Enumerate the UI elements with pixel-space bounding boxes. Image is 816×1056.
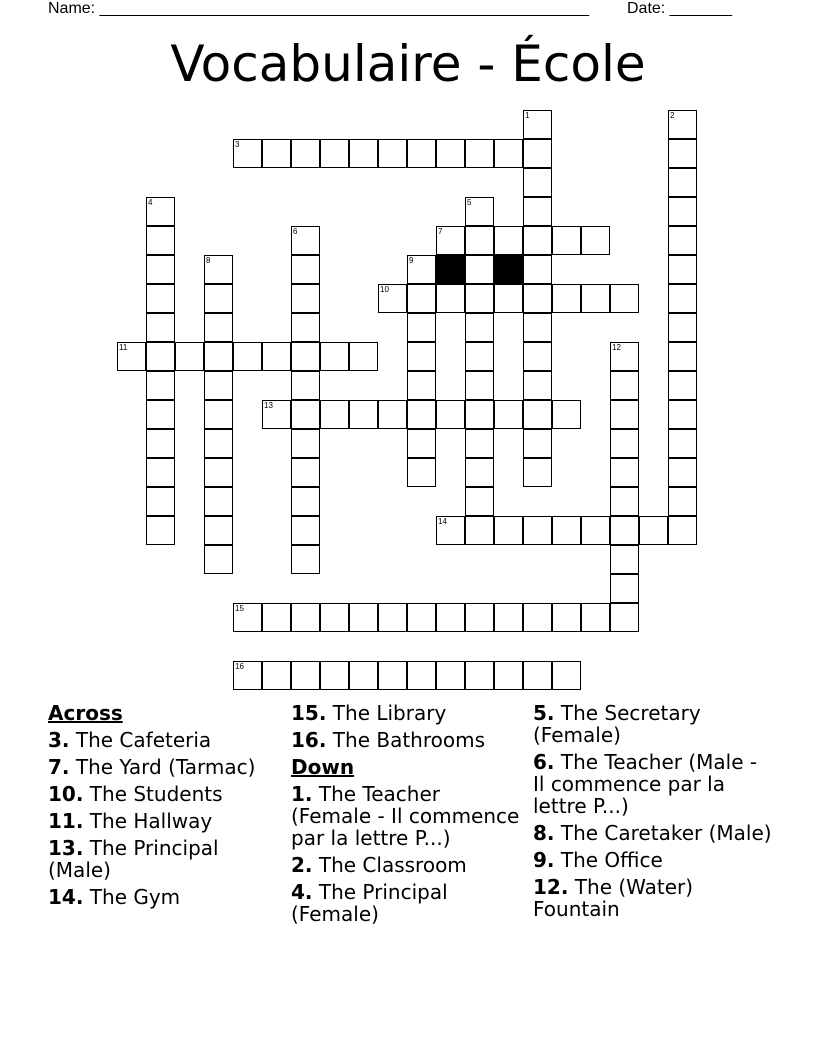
grid-cell[interactable]	[494, 661, 523, 690]
grid-cell[interactable]	[552, 603, 581, 632]
grid-cell[interactable]	[465, 284, 494, 313]
grid-cell[interactable]	[494, 139, 523, 168]
grid-cell[interactable]	[291, 661, 320, 690]
grid-cell[interactable]	[523, 458, 552, 487]
grid-cell[interactable]	[523, 197, 552, 226]
grid-cell[interactable]	[465, 255, 494, 284]
grid-cell[interactable]	[668, 139, 697, 168]
grid-cell[interactable]	[204, 284, 233, 313]
grid-cell[interactable]	[407, 603, 436, 632]
grid-cell[interactable]	[465, 197, 494, 226]
grid-cell[interactable]	[610, 458, 639, 487]
grid-cell[interactable]	[146, 429, 175, 458]
clue-down-2: 2. The Classroom	[291, 853, 467, 877]
grid-cell[interactable]	[523, 661, 552, 690]
grid-cell[interactable]	[146, 516, 175, 545]
grid-cell[interactable]	[378, 284, 407, 313]
grid-cell[interactable]	[291, 139, 320, 168]
grid-cell[interactable]	[494, 284, 523, 313]
grid-cell[interactable]	[262, 139, 291, 168]
grid-cell[interactable]	[668, 197, 697, 226]
cell-number: 16	[235, 662, 244, 671]
grid-cell[interactable]	[610, 429, 639, 458]
grid-cell[interactable]	[610, 400, 639, 429]
grid-cell[interactable]	[581, 516, 610, 545]
grid-cell[interactable]	[407, 458, 436, 487]
grid-cell[interactable]	[291, 400, 320, 429]
grid-cell[interactable]	[668, 516, 697, 545]
clue-down-9: 9. The Office	[533, 848, 663, 872]
cell-number: 1	[525, 111, 530, 120]
clue-across-10: 10. The Students	[48, 782, 223, 806]
grid-cell[interactable]	[320, 603, 349, 632]
grid-cell[interactable]	[291, 603, 320, 632]
grid-cell[interactable]	[465, 139, 494, 168]
grid-cell[interactable]	[668, 168, 697, 197]
grid-cell[interactable]	[465, 400, 494, 429]
grid-cell[interactable]	[523, 313, 552, 342]
grid-cell[interactable]	[262, 661, 291, 690]
grid-cell[interactable]	[668, 371, 697, 400]
clue-down-4: 4. The Principal (Female)	[291, 880, 448, 926]
grid-cell[interactable]	[204, 342, 233, 371]
grid-cell[interactable]	[378, 603, 407, 632]
grid-cell[interactable]	[146, 342, 175, 371]
grid-cell[interactable]	[407, 342, 436, 371]
grid-cell[interactable]	[494, 603, 523, 632]
grid-cell[interactable]	[523, 371, 552, 400]
grid-cell[interactable]	[436, 226, 465, 255]
grid-cell[interactable]	[349, 139, 378, 168]
grid-cell[interactable]	[639, 516, 668, 545]
grid-cell[interactable]	[378, 661, 407, 690]
grid-cell[interactable]	[146, 284, 175, 313]
grid-cell[interactable]	[407, 139, 436, 168]
grid-cell[interactable]	[668, 429, 697, 458]
grid-cell[interactable]	[146, 487, 175, 516]
grid-cell[interactable]	[610, 603, 639, 632]
cell-number: 14	[438, 517, 447, 526]
grid-cell[interactable]	[320, 400, 349, 429]
cell-number: 2	[670, 111, 675, 120]
grid-cell[interactable]	[407, 371, 436, 400]
cell-number: 5	[467, 198, 472, 207]
grid-cell[interactable]	[204, 313, 233, 342]
black-cell	[494, 255, 523, 284]
grid-cell[interactable]	[610, 342, 639, 371]
grid-cell[interactable]	[204, 429, 233, 458]
grid-cell[interactable]	[407, 400, 436, 429]
grid-cell[interactable]	[610, 371, 639, 400]
grid-cell[interactable]	[204, 371, 233, 400]
grid-cell[interactable]	[291, 487, 320, 516]
grid-cell[interactable]	[233, 139, 262, 168]
grid-cell[interactable]	[610, 574, 639, 603]
grid-cell[interactable]	[523, 429, 552, 458]
grid-cell[interactable]	[523, 516, 552, 545]
grid-cell[interactable]	[494, 226, 523, 255]
grid-cell[interactable]	[407, 313, 436, 342]
grid-cell[interactable]	[349, 342, 378, 371]
cell-number: 15	[235, 604, 244, 613]
grid-cell[interactable]	[465, 371, 494, 400]
clue-across-7: 7. The Yard (Tarmac)	[48, 755, 256, 779]
cell-number: 4	[148, 198, 153, 207]
grid-cell[interactable]	[494, 516, 523, 545]
grid-cell[interactable]	[668, 458, 697, 487]
clue-down-6: 6. The Teacher (Male - Il commence par la lettre P...)	[533, 750, 758, 818]
grid-cell[interactable]	[146, 458, 175, 487]
grid-cell[interactable]	[610, 516, 639, 545]
grid-cell[interactable]	[668, 110, 697, 139]
grid-cell[interactable]	[436, 516, 465, 545]
grid-cell[interactable]	[407, 255, 436, 284]
grid-cell[interactable]	[291, 516, 320, 545]
across-heading: Across	[48, 701, 123, 725]
grid-cell[interactable]	[320, 661, 349, 690]
clue-down-5: 5. The Secretary (Female)	[533, 701, 701, 747]
grid-cell[interactable]	[320, 139, 349, 168]
grid-cell[interactable]	[523, 342, 552, 371]
grid-cell[interactable]	[523, 110, 552, 139]
cell-number: 10	[380, 285, 389, 294]
grid-cell[interactable]	[349, 400, 378, 429]
grid-cell[interactable]	[465, 342, 494, 371]
grid-cell[interactable]	[262, 400, 291, 429]
grid-cell[interactable]	[436, 284, 465, 313]
grid-cell[interactable]	[349, 661, 378, 690]
grid-cell[interactable]	[523, 603, 552, 632]
grid-cell[interactable]	[146, 255, 175, 284]
grid-cell[interactable]	[291, 371, 320, 400]
grid-cell[interactable]	[581, 603, 610, 632]
down-heading: Down	[291, 755, 355, 779]
cell-number: 7	[438, 227, 443, 236]
grid-cell[interactable]	[233, 603, 262, 632]
grid-cell[interactable]	[523, 168, 552, 197]
grid-cell[interactable]	[668, 226, 697, 255]
grid-cell[interactable]	[523, 284, 552, 313]
grid-cell[interactable]	[146, 371, 175, 400]
grid-cell[interactable]	[668, 313, 697, 342]
grid-cell[interactable]	[204, 516, 233, 545]
grid-cell[interactable]	[610, 487, 639, 516]
cell-number: 8	[206, 256, 211, 265]
cell-number: 12	[612, 343, 621, 352]
grid-cell[interactable]	[349, 603, 378, 632]
grid-cell[interactable]	[552, 284, 581, 313]
grid-cell[interactable]	[291, 545, 320, 574]
name-field[interactable]: Name: _______________________________________________________	[48, 0, 589, 17]
grid-cell[interactable]	[291, 342, 320, 371]
grid-cell[interactable]	[523, 226, 552, 255]
grid-cell[interactable]	[204, 545, 233, 574]
page-title: Vocabulaire - École	[170, 35, 646, 93]
grid-cell[interactable]	[291, 284, 320, 313]
clue-across-16: 16. The Bathrooms	[291, 728, 486, 752]
grid-cell[interactable]	[146, 197, 175, 226]
grid-cell[interactable]	[407, 284, 436, 313]
grid-cell[interactable]	[465, 313, 494, 342]
clue-down-8: 8. The Caretaker (Male)	[533, 821, 772, 845]
clue-across-15: 15. The Library	[291, 701, 447, 725]
grid-cell[interactable]	[378, 139, 407, 168]
grid-cell[interactable]	[407, 661, 436, 690]
black-cell	[436, 255, 465, 284]
grid-cell[interactable]	[552, 226, 581, 255]
grid-cell[interactable]	[668, 342, 697, 371]
cell-number: 9	[409, 256, 414, 265]
grid-cell[interactable]	[291, 255, 320, 284]
grid-cell[interactable]	[436, 603, 465, 632]
grid-cell[interactable]	[668, 255, 697, 284]
date-field[interactable]: Date: _______	[627, 0, 732, 17]
grid-cell[interactable]	[552, 400, 581, 429]
grid-cell[interactable]	[175, 342, 204, 371]
grid-cell[interactable]	[291, 429, 320, 458]
cell-number: 11	[119, 343, 128, 352]
clue-across-11: 11. The Hallway	[48, 809, 213, 833]
grid-cell[interactable]	[291, 313, 320, 342]
grid-cell[interactable]	[465, 226, 494, 255]
grid-cell[interactable]	[204, 487, 233, 516]
grid-cell[interactable]	[262, 603, 291, 632]
grid-cell[interactable]	[291, 458, 320, 487]
grid-cell[interactable]	[465, 487, 494, 516]
clue-across-3: 3. The Cafeteria	[48, 728, 212, 752]
grid-cell[interactable]	[262, 342, 291, 371]
grid-cell[interactable]	[204, 400, 233, 429]
grid-cell[interactable]	[146, 226, 175, 255]
grid-cell[interactable]	[465, 458, 494, 487]
grid-cell[interactable]	[668, 284, 697, 313]
clue-across-13: 13. The Principal (Male)	[48, 836, 219, 882]
grid-cell[interactable]	[465, 603, 494, 632]
clues-column-2	[291, 702, 526, 930]
grid-cell[interactable]	[407, 429, 436, 458]
grid-cell[interactable]	[465, 516, 494, 545]
grid-cell[interactable]	[494, 400, 523, 429]
grid-cell[interactable]	[291, 226, 320, 255]
grid-cell[interactable]	[523, 139, 552, 168]
grid-cell[interactable]	[146, 313, 175, 342]
grid-cell[interactable]	[523, 255, 552, 284]
grid-cell[interactable]	[610, 284, 639, 313]
grid-cell[interactable]	[552, 516, 581, 545]
grid-cell[interactable]	[552, 661, 581, 690]
grid-cell[interactable]	[436, 139, 465, 168]
clue-down-12: 12. The (Water) Fountain	[533, 875, 694, 921]
clue-across-14: 14. The Gym	[48, 885, 181, 909]
grid-cell[interactable]	[581, 284, 610, 313]
grid-cell[interactable]	[146, 400, 175, 429]
grid-cell[interactable]	[320, 342, 349, 371]
grid-cell[interactable]	[233, 661, 262, 690]
cell-number: 3	[235, 140, 240, 149]
cell-number: 13	[264, 401, 273, 410]
grid-cell[interactable]	[610, 545, 639, 574]
grid-cell[interactable]	[465, 429, 494, 458]
grid-cell[interactable]	[668, 487, 697, 516]
grid-cell[interactable]	[117, 342, 146, 371]
clues-column-3	[533, 702, 773, 925]
clues-column-1	[48, 702, 283, 913]
grid-cell[interactable]	[204, 255, 233, 284]
grid-cell[interactable]	[436, 661, 465, 690]
grid-cell[interactable]	[204, 458, 233, 487]
clue-down-1: 1. The Teacher (Female - Il commence par la lettre P...)	[291, 782, 520, 850]
grid-cell[interactable]	[581, 226, 610, 255]
grid-cell[interactable]	[465, 661, 494, 690]
cell-number: 6	[293, 227, 298, 236]
grid-cell[interactable]	[378, 400, 407, 429]
grid-cell[interactable]	[523, 400, 552, 429]
grid-cell[interactable]	[668, 400, 697, 429]
grid-cell[interactable]	[233, 342, 262, 371]
grid-cell[interactable]	[436, 400, 465, 429]
